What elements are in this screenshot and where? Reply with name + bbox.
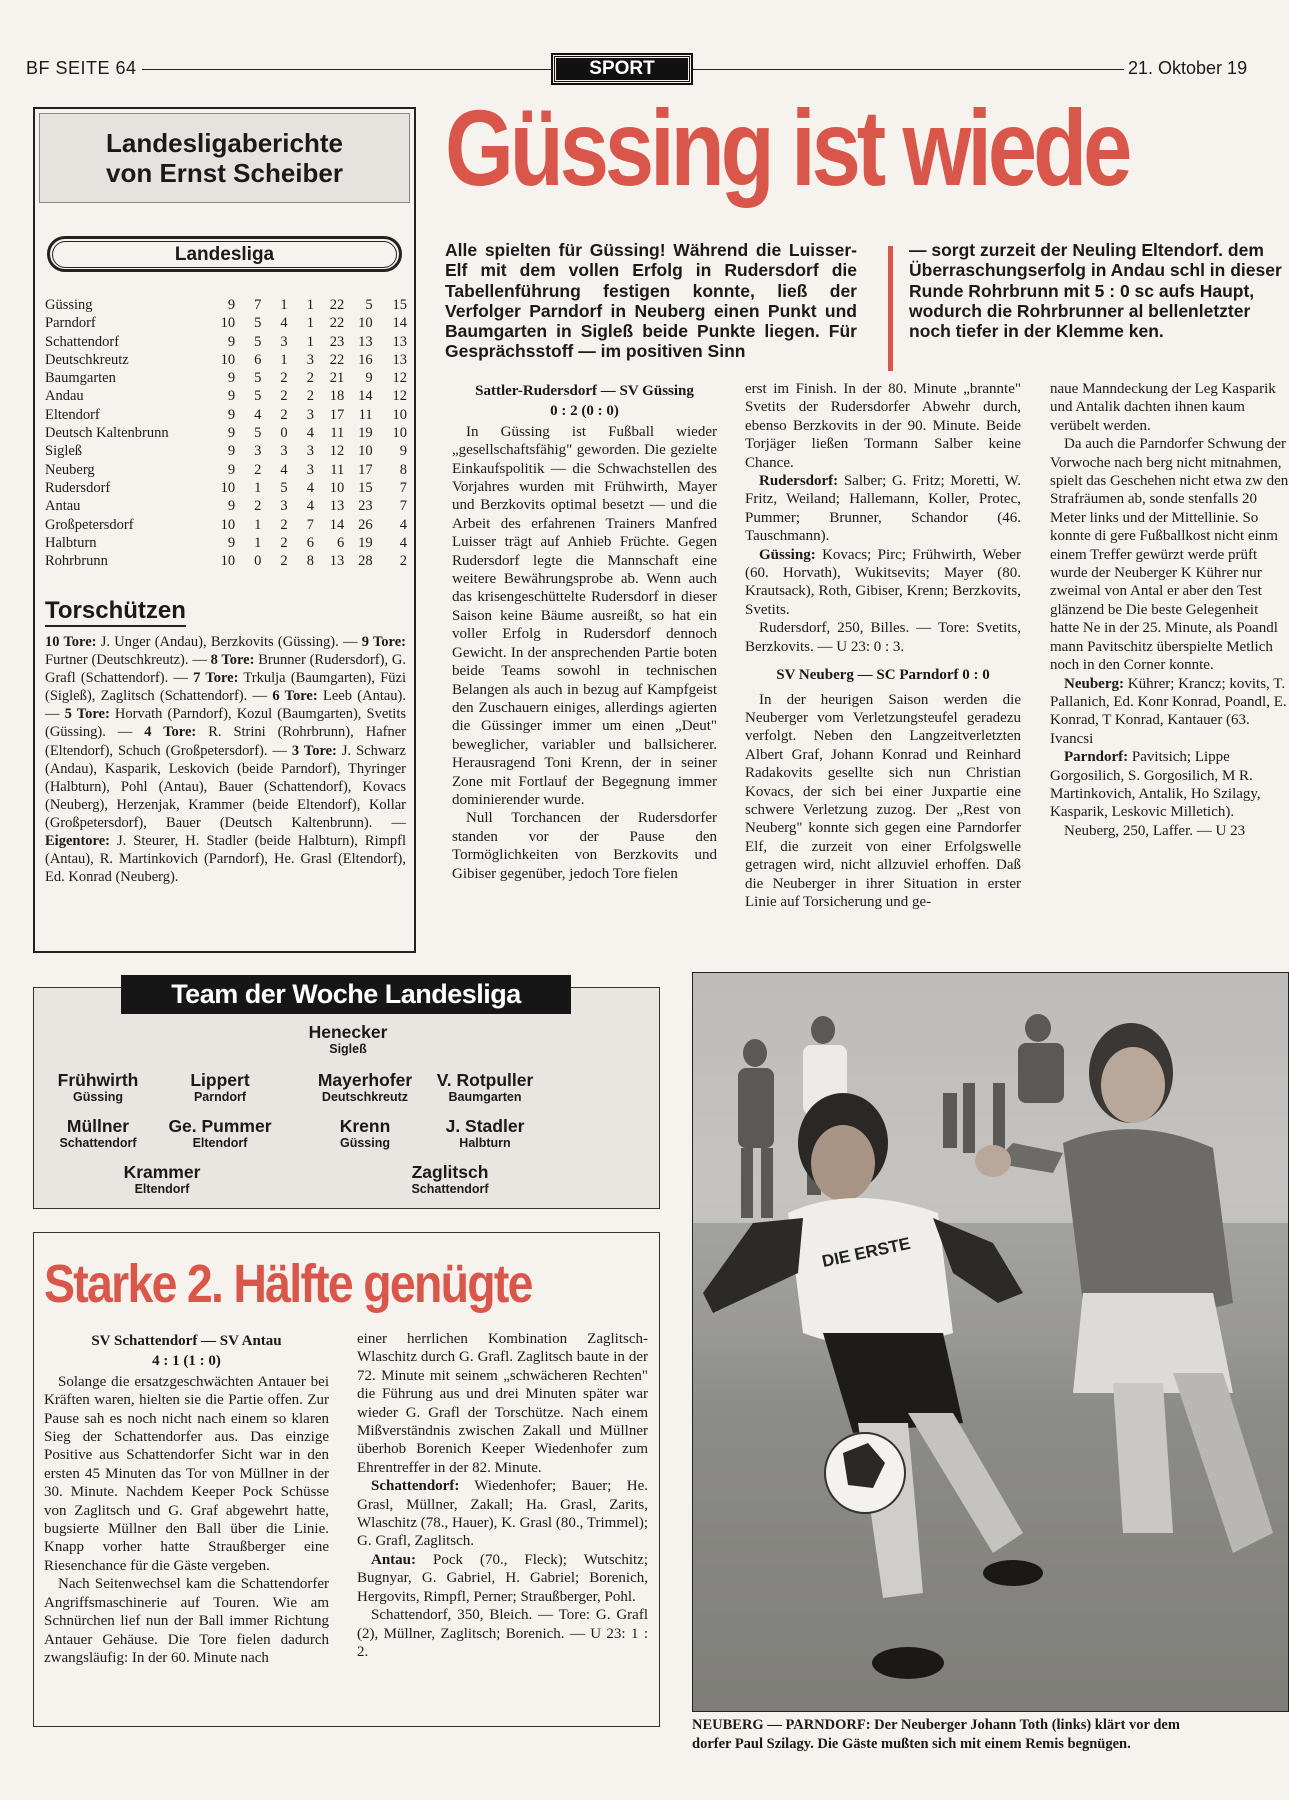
stat-cell: 28	[358, 553, 373, 570]
team-name-cell: Baumgarten	[45, 370, 116, 387]
stat-cell: 2	[280, 406, 288, 423]
stat-cell: 5	[280, 479, 288, 496]
stat-cell: 6	[254, 351, 262, 368]
stat-cell: 19	[358, 425, 373, 442]
stat-cell: 9	[227, 406, 236, 423]
stat-cell: 9	[227, 388, 236, 405]
stat-cell: 3	[306, 351, 314, 368]
stat-cell: 19	[358, 534, 373, 551]
lineup-team: Rudersdorf:	[759, 473, 839, 490]
match-title: Sattler-Rudersdorf — SV Güssing	[475, 383, 694, 399]
scorer-count: 4 Tore:	[144, 724, 197, 741]
scorer-count: 5 Tore:	[64, 706, 110, 723]
stat-cell: 0	[254, 553, 262, 570]
stat-cell: 2	[254, 461, 262, 478]
lineup	[745, 472, 1021, 546]
lineup-players: Kührer; Krancz; kovits, T. Pallanich, Ed. Konr Konrad, Poandl, E. Konrad, T Konrad, Kantauer (63. Ivancsi	[1050, 675, 1287, 747]
stat-cell: 7	[399, 498, 407, 515]
stat-cell: 17	[358, 461, 373, 478]
article-paragraph: Null Torchancen der Rudersdorfer standen vor der Pause den Tormöglichkeiten von Berzkovits und Gibiser gegenüber, jedoch Tore fielen	[452, 810, 717, 882]
stat-cell: 10	[392, 406, 407, 423]
photo-caption	[692, 1716, 1289, 1754]
scorer-count: 3 Tore:	[291, 742, 337, 759]
team-player	[390, 1116, 580, 1150]
stat-cell: 26	[358, 516, 373, 533]
team-name-cell: Halbturn	[45, 534, 97, 551]
scorer-count: 8 Tore:	[210, 652, 255, 669]
player-name: V. Rotpuller	[436, 1070, 534, 1090]
standings-row	[45, 424, 407, 442]
stat-cell: 1	[280, 297, 288, 313]
article3-col2	[357, 1330, 648, 1661]
player-club: Halbturn	[459, 1136, 511, 1150]
stat-cell: 13	[358, 333, 373, 350]
lineup-players: Kovacs; Pirc; Frühwirth, Weber (60. Horvath), Wukitsevits; Mayer (80. Krautsack), Roth, Gibiser, Krenn; Berzkovits, Svetits.	[745, 546, 1021, 618]
player-club: Sigleß	[329, 1042, 367, 1056]
stat-cell: 4	[280, 461, 288, 478]
scorer-count: Eigentore:	[45, 833, 110, 850]
stat-cell: 7	[254, 297, 262, 313]
stat-cell: 23	[329, 333, 345, 350]
article-paragraph: Da auch die Parndorfer Schwung der Vorwoche nach berg nicht mitnahmen, spielt das Geschehen nicht etwa zw den Strafräumen ab, sonde stenfalls 20 Meter links und der Mittellinie. So konnte di gere Fußballkost nicht einm einem Treffer gewürzt werde prüft wurde der Neuberger K Kührer nur zweimal von Antal er aber den Test glänzend be Die beste Gelegenheit hatte Ne in der 25. Minute, als Poandl mann Pavitschitz überspielte Metlich noch in den Corner konnte.	[1050, 436, 1289, 674]
stat-cell: 5	[254, 388, 262, 405]
stat-cell: 3	[306, 443, 314, 460]
stat-cell: 6	[306, 534, 314, 551]
article-paragraph: Solange die ersatzgeschwächten Antauer bei Kräften waren, hielten sie die Partie offen. Zur Pause sah es noch nicht nach einem so klaren Sieg der Schattendorfer aus. Das einzige Positive aus Schattendorfer Sicht war in den ersten 45 Minuten das Tor von Müllner in der 30. Minute. Nachdem Keeper Pock Schüsse von Zaglitsch und G. Graf abgewehrt hatte, bugsierte Müllner den Ball über die Linie. Knapp vorher hatte Straußberger eine Riesenchance für die Gäste vergeben.	[44, 1373, 329, 1574]
article-paragraph: In der heurigen Saison werden die Neuberger vom Verletzungsteufel geradezu verfolgt. Neben den Langzeitverletzten Albert Graf, Johann Konrad und Reinhard Radakovits gesellte sich nun Christian Kovacs, der sich bei einer Juxpartie eine schwere Verletzung zuzog. Der „Rest von Neuberg" konnte sich gegen eine Parndorfer Elf, die zurzeit von einer Erfolgswelle getragen wird, nicht allzuviel erhoffen. Daß die Neuberger in ihrer Situation in erster Linie auf Torsicherung und ge-	[745, 691, 1021, 910]
stat-cell: 2	[306, 388, 314, 405]
player-name: Krammer	[123, 1162, 201, 1182]
player-club: Schattendorf	[59, 1136, 137, 1150]
lead-right: — sorgt zurzeit der Neuling Eltendorf. dem Überraschungserfolg in Andau schl in dieser Runde Rohrbrunn mit 5 : 0 sc aufs Haupt, wodurch die Rohrbrunner al bellenletzter noch tiefer in der Klemme ken.	[909, 240, 1282, 342]
standings-row	[45, 351, 407, 369]
player-name: Lippert	[190, 1070, 250, 1090]
scorer-count: 10 Tore:	[45, 634, 97, 650]
stat-cell: 9	[227, 370, 236, 387]
section-label: SPORT	[553, 55, 691, 83]
scorer-names: J. Steurer, H. Stadler (beide Halbturn), Rimpfl (Antau), R. Martinkovich (Parndorf), He. Grasl (Eltendorf), Ed. Konrad (Neuberg).	[45, 833, 406, 886]
stat-cell: 14	[358, 388, 373, 405]
team-name-cell: Deutschkreutz	[45, 351, 129, 368]
scorer-names: J. Schwarz (Andau), Kasparik, Leskovich (beide Parndorf), Thyringer (Halbturn), Pohl (Antau), Bauer (Schattendorf), Kovacs (Neuberg), Herzenjak, Krammer (beide Eltendorf), Kollar (Großpetersdorf), Bauer (Deutsch Kaltenbrunn). —	[45, 742, 406, 831]
scorer-names: Brunner (Rudersdorf), G. Grafl (Schattendorf). —	[45, 652, 406, 687]
stat-cell: 10	[392, 425, 407, 442]
stat-cell: 4	[399, 516, 407, 533]
player-club: Güssing	[72, 1090, 123, 1104]
player-club: Eltendorf	[134, 1182, 190, 1196]
stat-cell: 10	[220, 479, 236, 496]
team-name-cell: Schattendorf	[45, 333, 120, 350]
standings-row	[45, 534, 407, 552]
lineup	[745, 546, 1021, 620]
caption-line2: dorfer Paul Szilagy. Die Gäste mußten sich mit einem Remis begnügen.	[692, 1736, 1131, 1752]
league-label-frame	[47, 236, 402, 272]
match-footer: Schattendorf, 350, Bleich. — Tore: G. Grafl (2), Müllner, Zaglitsch; Borenich. — U 23: 1 : 2.	[357, 1607, 648, 1660]
stat-cell: 1	[280, 351, 288, 368]
stat-cell: 11	[358, 406, 373, 423]
player-club: Güssing	[339, 1136, 390, 1150]
stat-cell: 10	[220, 553, 236, 570]
stat-cell: 4	[399, 534, 407, 551]
scorer-count: 6 Tore:	[272, 688, 318, 705]
team-name-cell: Parndorf	[45, 315, 96, 332]
stat-cell: 0	[280, 425, 288, 442]
stat-cell: 9	[227, 425, 236, 442]
article-paragraph: naue Manndeckung der Leg Kasparik und Antalik dachten ihnen kaum verübelt werden.	[1050, 381, 1276, 434]
article-paragraph: einer herrlichen Kombination Zaglitsch-Wlaschitz durch G. Grafl. Zaglitsch baute in der 72. Minute mit seinem „schwächeren Rechten" die Führung aus und drei Minuten später war wieder G. Grafl der Torschütze. Nach einem Mißverständnis zwischen Zakall und Müllner überhob Borenich Keeper Wiedenhofer zum Ehrentreffer in der 82. Minute.	[357, 1331, 648, 1476]
player-name: Zaglitsch	[411, 1162, 489, 1182]
player-name: Frühwirth	[57, 1070, 139, 1090]
lineup-team: Schattendorf:	[371, 1478, 460, 1495]
stat-cell: 23	[358, 498, 373, 515]
article-rudersdorf-col1	[452, 380, 717, 883]
match-footer: Rudersdorf, 250, Billes. — Tore: Svetits, Berzkovits. — U 23: 0 : 3.	[745, 620, 1021, 655]
team-name-cell: Deutsch Kaltenbrunn	[45, 425, 169, 442]
scorer-count: 9 Tore:	[361, 634, 406, 650]
stat-cell: 10	[220, 315, 236, 332]
scorer-names: Horvath (Parndorf), Kozul (Baumgarten), Svetits (Güssing). —	[45, 706, 406, 741]
stat-cell: 5	[365, 297, 373, 313]
player-club: Baumgarten	[448, 1090, 522, 1104]
stat-cell: 9	[227, 498, 236, 515]
player-club: Schattendorf	[411, 1182, 489, 1196]
stat-cell: 12	[392, 370, 407, 387]
stat-cell: 22	[329, 315, 345, 332]
stat-cell: 14	[329, 516, 345, 533]
standings-row	[45, 406, 407, 424]
stat-cell: 1	[254, 516, 262, 533]
standings-row	[45, 442, 407, 460]
stat-cell: 8	[306, 553, 314, 570]
player-club: Parndorf	[193, 1090, 247, 1104]
stat-cell: 10	[358, 443, 373, 460]
team-player	[253, 1022, 443, 1056]
match-title: SV Schattendorf — SV Antau	[91, 1333, 282, 1349]
standings-row	[45, 461, 407, 479]
stat-cell: 12	[392, 388, 407, 405]
stat-cell: 3	[280, 443, 288, 460]
team-player	[67, 1162, 257, 1196]
stat-cell: 11	[330, 425, 345, 442]
lineup	[357, 1477, 648, 1551]
stat-cell: 17	[329, 406, 345, 423]
stat-cell: 4	[254, 406, 262, 423]
stat-cell: 21	[329, 370, 345, 387]
team-name-cell: Antau	[45, 498, 81, 515]
standings-row	[45, 552, 407, 570]
stat-cell: 4	[306, 498, 314, 515]
stat-cell: 22	[329, 297, 345, 313]
standings-row	[45, 516, 407, 534]
article-paragraph: In Güssing ist Fußball wieder „gesellschaftsfähig" geworden. Die gezielte Einkaufspolitik — die Schwachstellen des Vorjahres wurden mit Frühwirth, Mayer und Berzkovits optimal besetzt — und die Arbeit des erfahrenen Trainers Manfred Luisser trägt auf Anhieb Früchte. Gegen Rudersdorf legte die Mannschaft eine weitere Bewährungsprobe ab. Wenn auch das krisengeschüttelte Rudersdorf in dieser Saison keine Bäume ausreißt, so hat ein voller Erfolg in Rudersdorf dennoch Gewicht. In der ansprechenden Partie boten beide Teams sowohl in technischen Belangen als auch in bezug auf Kampfgeist den Zuschauern einiges, allerdings agierten die Güssinger immer um einen „Deut" beweglicher, variabler und ballsicherer. Herausragend Toni Krenn, der in seiner Zone mit Fortlauf der Begegnung immer dominierender wurde.	[452, 423, 717, 808]
player-name: Mayerhofer	[317, 1070, 413, 1090]
stat-cell: 7	[399, 479, 407, 496]
stat-cell: 5	[254, 425, 262, 442]
stat-cell: 2	[254, 498, 262, 515]
article-neuberg-col3	[1050, 380, 1289, 840]
article3-headline: Starke 2. Hälfte genügte	[44, 1254, 532, 1314]
stat-cell: 15	[392, 297, 407, 313]
stat-cell: 8	[399, 461, 407, 478]
stat-cell: 10	[358, 315, 373, 332]
stat-cell: 12	[329, 443, 345, 460]
stat-cell: 6	[337, 534, 345, 551]
shirt-sponsor: DIE ERSTE	[820, 1233, 913, 1272]
player-name: J. Stadler	[445, 1116, 525, 1136]
team-name-cell: Sigleß	[45, 443, 83, 460]
stat-cell: 2	[306, 370, 314, 387]
match-result: 0 : 2 (0 : 0)	[550, 403, 619, 420]
scorer-names: Furtner (Deutschkreutz). —	[45, 652, 211, 669]
scorers-list	[45, 633, 406, 886]
stat-cell: 13	[392, 351, 407, 368]
photo-scene	[693, 973, 1289, 1712]
team-name-cell: Neuberg	[45, 461, 95, 478]
stat-cell: 3	[254, 443, 262, 460]
team-name-cell: Güssing	[45, 297, 93, 313]
stat-cell: 3	[280, 498, 288, 515]
stat-cell: 5	[254, 333, 262, 350]
player-club: Eltendorf	[192, 1136, 248, 1150]
stat-cell: 1	[306, 315, 314, 332]
lineup	[1050, 675, 1289, 749]
stat-cell: 2	[280, 553, 288, 570]
stat-cell: 3	[306, 461, 314, 478]
article-rudersdorf-col2	[745, 380, 1021, 911]
stat-cell: 9	[227, 333, 236, 350]
article-paragraph: erst im Finish. In der 80. Minute „brannte" Svetits der Rudersdorfer Abwehr durch, ebenso Berzkovits in der 90. Minute. Beide Torjäger ließen Tormann Salber keine Chance.	[745, 381, 1021, 471]
standings-row	[45, 296, 407, 314]
lead-left: Alle spielten für Güssing! Während die Luisser-Elf mit dem vollen Erfolg in Rudersdorf die Tabellenführung festigen konnte, ließ der Verfolger Parndorf in Neuberg einen Punkt und Baumgarten in Sigleß beide Punkte liegen. Für Gesprächsstoff — im positiven Sinn	[445, 240, 857, 362]
stat-cell: 2	[280, 370, 288, 387]
team-player	[355, 1162, 545, 1196]
standings-box	[33, 107, 416, 953]
player-club: Deutschkreutz	[321, 1090, 409, 1104]
scorer-names: Leeb (Antau). —	[45, 688, 406, 723]
stat-cell: 11	[330, 461, 345, 478]
stat-cell: 3	[280, 333, 288, 350]
player-name: Krenn	[339, 1116, 391, 1136]
stat-cell: 4	[306, 479, 314, 496]
player-name: Ge. Pummer	[168, 1116, 272, 1136]
standings-row	[45, 314, 407, 332]
standings-row	[45, 369, 407, 387]
stat-cell: 1	[254, 479, 262, 496]
stat-cell: 2	[280, 516, 288, 533]
stat-cell: 5	[254, 370, 262, 387]
stat-cell: 10	[329, 479, 345, 496]
stat-cell: 2	[399, 553, 407, 570]
stat-cell: 16	[358, 351, 373, 368]
player-name: Henecker	[308, 1022, 388, 1042]
lineup-players: Pock (70., Fleck); Wutschitz; Bugnyar, G. Gabriel, H. Gabriel; Borenich, Hergovits, Rimpfl, Perner; Straußberger, Pohl.	[357, 1551, 648, 1605]
stat-cell: 1	[254, 534, 262, 551]
article3-col1	[44, 1330, 329, 1667]
stat-cell: 4	[306, 425, 314, 442]
team-name-cell: Eltendorf	[45, 406, 100, 423]
stat-cell: 9	[399, 443, 407, 460]
team-name-cell: Andau	[45, 388, 84, 405]
stat-cell: 22	[329, 351, 345, 368]
stat-cell: 10	[220, 351, 236, 368]
box-title	[39, 113, 410, 203]
scorer-names: J. Unger (Andau), Berzkovits (Güssing). —	[96, 634, 362, 650]
match-photo	[692, 972, 1289, 1712]
team-name-cell: Rohrbrunn	[45, 553, 108, 570]
stat-cell: 9	[227, 461, 236, 478]
lead-divider	[888, 246, 893, 371]
box-title-line1: Landesligaberichte	[106, 128, 343, 158]
player-name: Müllner	[66, 1116, 130, 1136]
standings-row	[45, 497, 407, 515]
team-name-cell: Rudersdorf	[45, 479, 111, 496]
standings-row	[45, 333, 407, 351]
stat-cell: 15	[358, 479, 373, 496]
stat-cell: 18	[329, 388, 345, 405]
team-of-week-title: Team der Woche Landesliga	[121, 975, 571, 1014]
scorer-names: R. Strini (Rohrbrunn), Hafner (Eltendorf), Schuch (Großpetersdorf). —	[45, 724, 406, 759]
stat-cell: 9	[227, 443, 236, 460]
stat-cell: 1	[306, 297, 314, 313]
lineup-players: Salber; G. Fritz; Moretti, W. Fritz, Weiland; Hallemann, Koller, Protec, Pummer; Brunner, Schandor (46. Tauschmann).	[745, 473, 1021, 545]
scorers-title: Torschützen	[45, 597, 186, 627]
main-headline: Güssing ist wiede	[445, 87, 1129, 208]
scorer-names: Trkulja (Baumgarten), Füzi (Sigleß), Zaglitsch (Schattendorf). —	[45, 670, 406, 705]
scorer-count: 7 Tore:	[193, 670, 239, 687]
match-result: 4 : 1 (1 : 0)	[152, 1353, 221, 1370]
standings-row	[45, 479, 407, 497]
lineup-team: Parndorf:	[1064, 749, 1129, 766]
stat-cell: 5	[254, 315, 262, 332]
page-number: BF SEITE 64	[26, 58, 137, 78]
article-paragraph: Nach Seitenwechsel kam die Schattendorfer Angriffsmaschinerie auf Touren. Wie am Schnürchen lief nun der Ball immer Richtung Antauer Gehäuse. Die Tore fielen dadurch zwangsläufig: In der 60. Minute nach	[44, 1576, 329, 1666]
stat-cell: 9	[365, 370, 373, 387]
box-title-line2: von Ernst Scheiber	[106, 158, 343, 188]
lineup-players: Pavitsich; Lippe Gorgosilich, S. Gorgosilich, M R. Martinkovich, Antalik, Ho Szilagy, Kasparik, Leskovic Milletich).	[1050, 749, 1261, 821]
stat-cell: 2	[280, 534, 288, 551]
match-footer: Neuberg, 250, Laffer. — U 23	[1064, 822, 1246, 839]
lineup-team: Antau:	[371, 1551, 417, 1568]
league-label: Landesliga	[52, 241, 397, 268]
stat-cell: 13	[329, 553, 345, 570]
stat-cell: 7	[306, 516, 314, 533]
lineup-team: Neuberg:	[1064, 675, 1124, 692]
lineup-team: Güssing:	[759, 546, 816, 563]
stat-cell: 13	[392, 333, 407, 350]
match-title: SV Neuberg — SC Parndorf 0 : 0	[776, 667, 990, 684]
lineup-players: Wiedenhofer; Bauer; He. Grasl, Müllner, Zakall; Ha. Grasl, Zarits, Wlaschitz (78., Hauer), K. Grasl (80., Trimmel); G. Grafl, Zaglitsch.	[357, 1478, 648, 1550]
stat-cell: 3	[306, 406, 314, 423]
issue-date: 21. Oktober 19	[1128, 58, 1248, 78]
stat-cell: 1	[306, 333, 314, 350]
stat-cell: 14	[392, 315, 407, 332]
caption-line1: NEUBERG — PARNDORF: Der Neuberger Johann Toth (links) klärt vor dem	[692, 1717, 1180, 1733]
stat-cell: 10	[220, 516, 236, 533]
football	[825, 1433, 905, 1513]
stat-cell: 9	[227, 534, 236, 551]
standings-row	[45, 387, 407, 405]
standings-table	[45, 296, 407, 570]
lineup	[1050, 748, 1289, 822]
stat-cell: 13	[329, 498, 345, 515]
team-player	[390, 1070, 580, 1104]
lineup	[357, 1551, 648, 1606]
stat-cell: 2	[280, 388, 288, 405]
team-name-cell: Großpetersdorf	[45, 516, 134, 533]
stat-cell: 4	[280, 315, 288, 332]
stat-cell: 9	[227, 297, 236, 313]
